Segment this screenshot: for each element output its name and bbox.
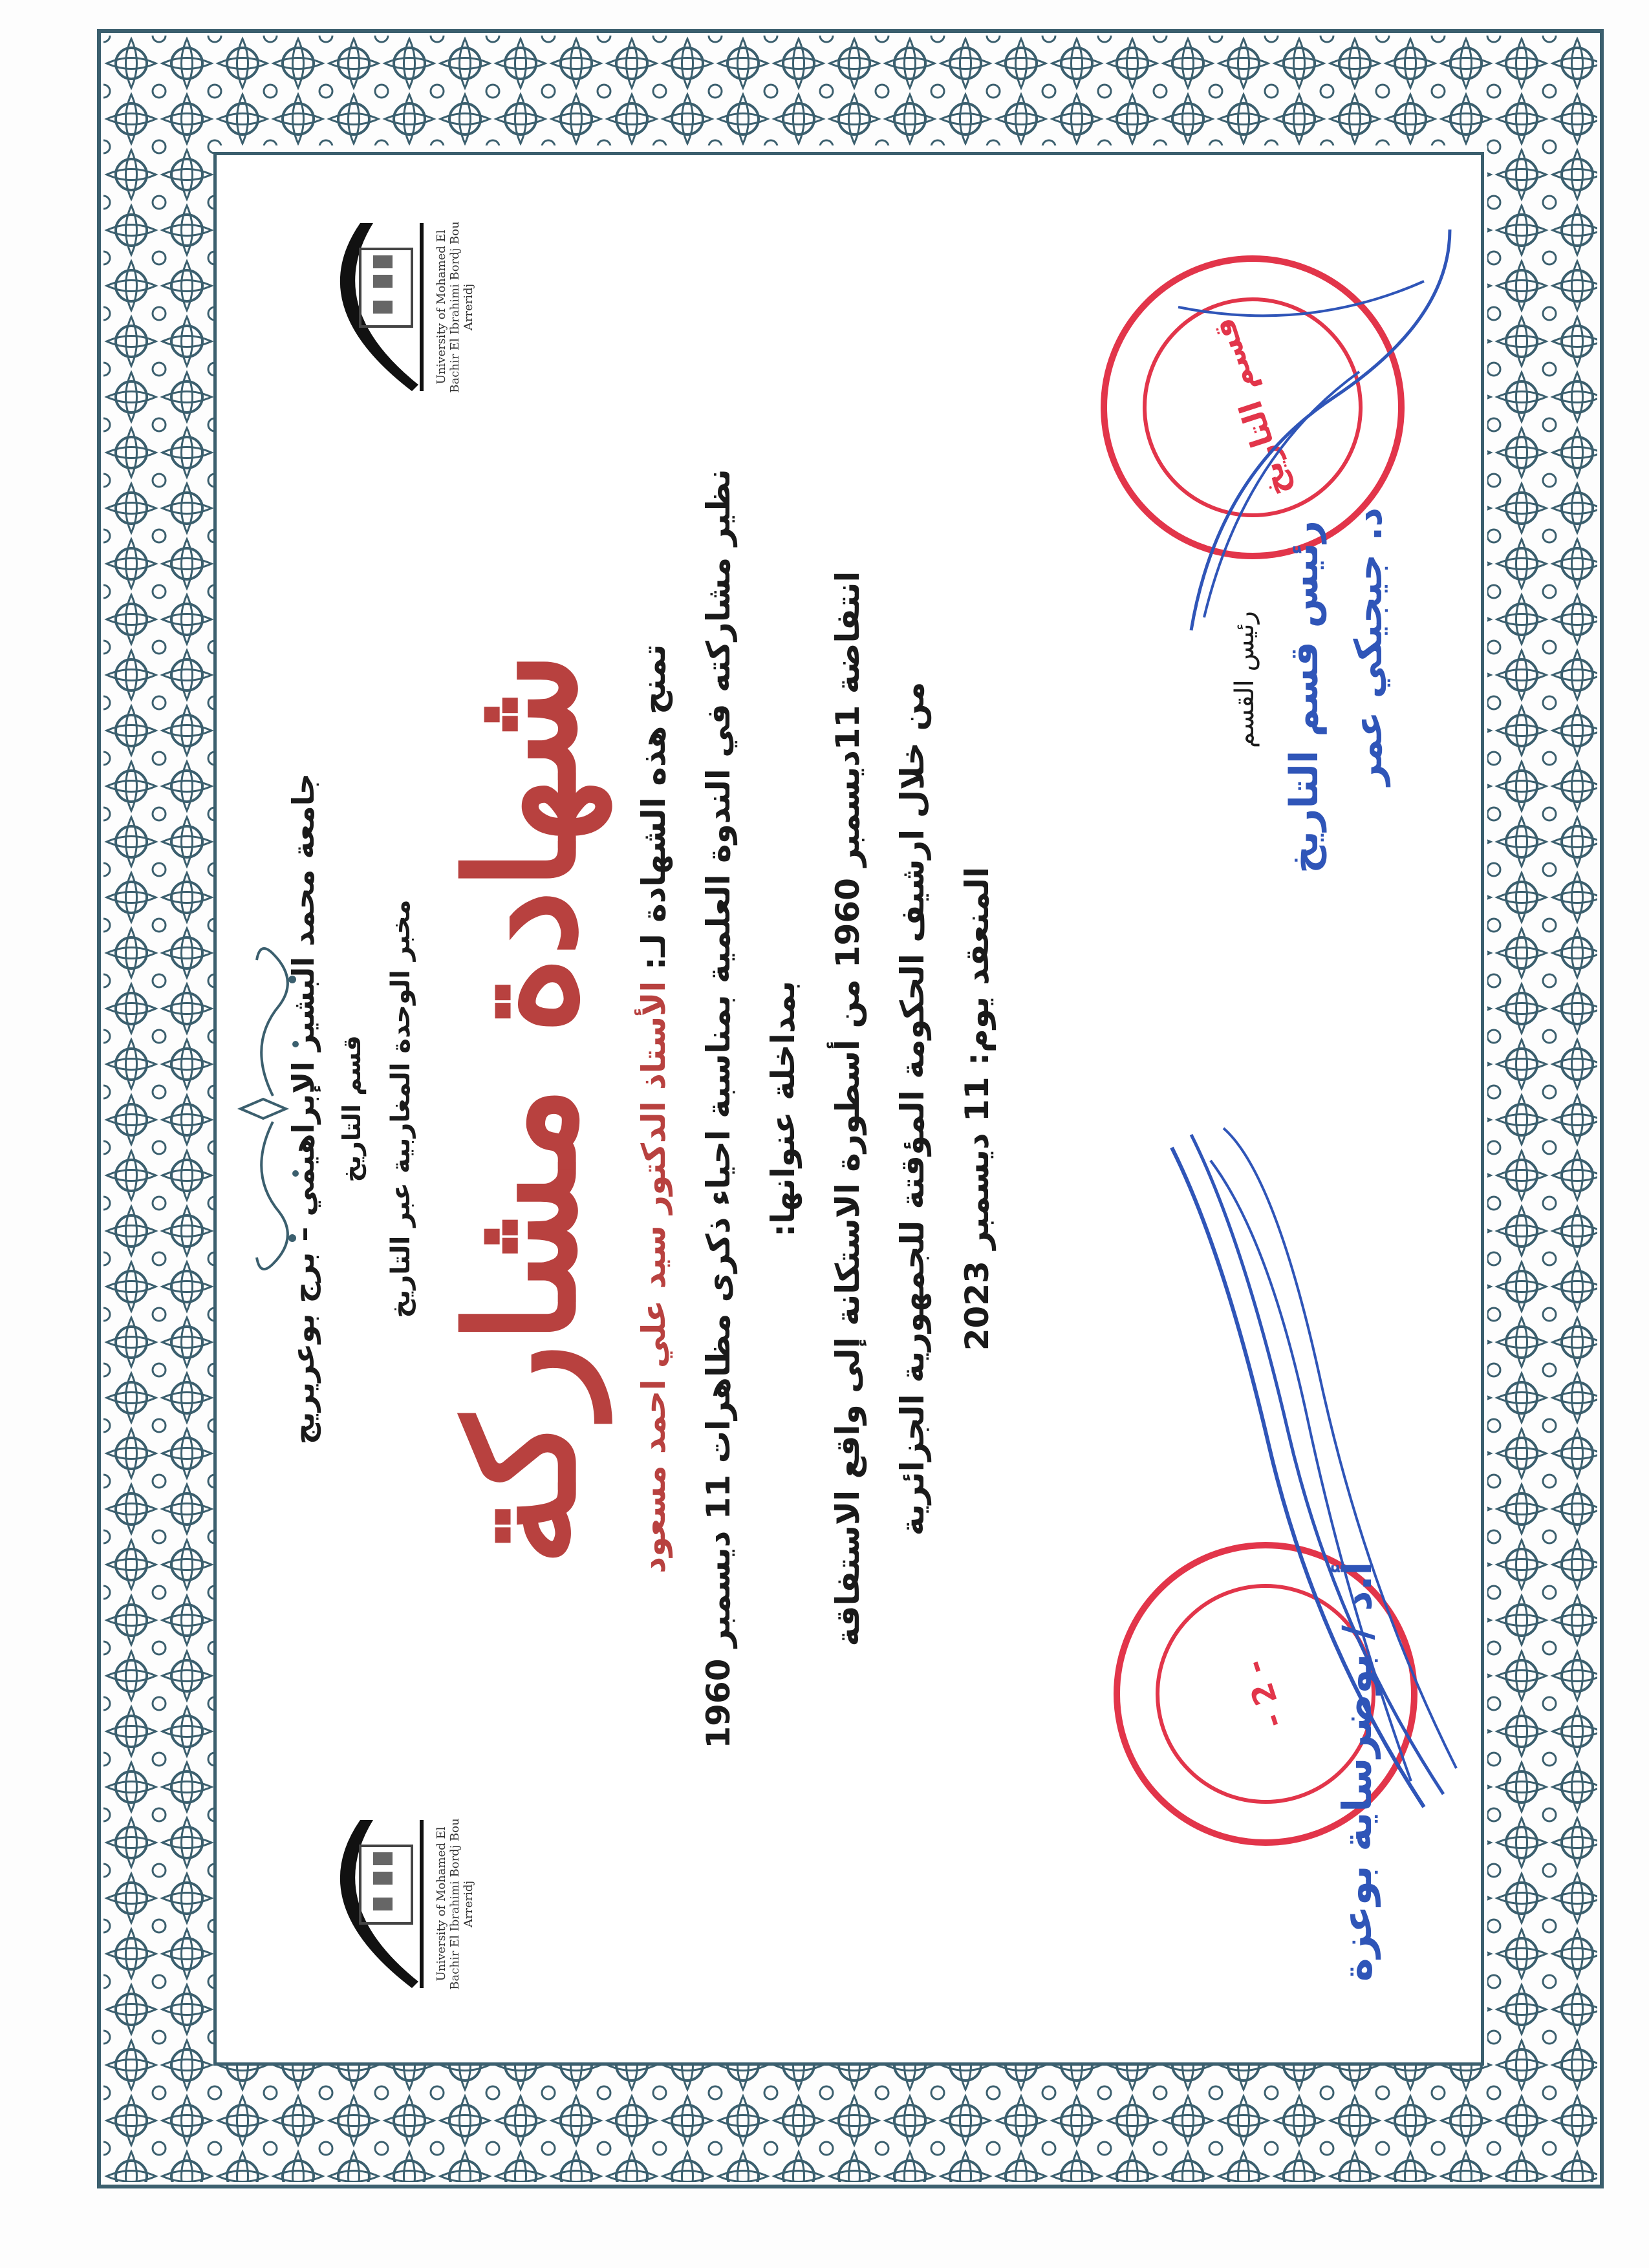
handwritten-signature-icon (1152, 1122, 1476, 1833)
presentation-title: انتفاضة 11ديسمبر 1960 من أسطورة الاستكانة إلى واقع الاستفاقة (829, 571, 867, 1647)
head-of-department-name: د. جيجيكي عمر (1346, 508, 1390, 786)
university-name: جامعة محمد البشير الإبراهيمي – برج بوعريريج (286, 773, 321, 1445)
certificate-content (221, 158, 1479, 2059)
recipient-name: الأستاذ الدكتور سيد علي احمد مسعود (635, 981, 673, 1574)
head-of-department-stamp-text: رئيس قسم التاريخ (1282, 520, 1327, 873)
presentation-intro: بمداخلة عنوانها: (764, 980, 802, 1237)
director-name: أ.د / بوضرساية بوعزة (1333, 1561, 1381, 1982)
event-date: المنعقد يوم: 11 ديسمبر 2023 (958, 866, 996, 1351)
award-line (635, 158, 673, 2059)
logo-caption: University of Mohamed El Bachir El Ibrahimi Bordj Bou Arreridj (435, 221, 475, 393)
presentation-subtitle: من خلال ارشيف الحكومة المؤقتة للجمهورية الجزائرية (894, 681, 931, 1536)
stamp-text: - 2 - (1236, 1655, 1293, 1733)
laboratory-name: مخبر الوحدة المغاربية عبر التاريخ (386, 899, 416, 1318)
department-name: قسم التاريخ (338, 1035, 366, 1182)
certificate-title: شهادة مشاركة (435, 651, 609, 1567)
stamp-text: قسم التاريخ (1205, 313, 1297, 502)
head-of-department-label: رئيس القسم (1230, 611, 1260, 749)
logo-caption: University of Mohamed El Bachir El Ibrahimi Bordj Bou Arreridj (435, 1818, 475, 1990)
participation-line: نظير مشاركته في الندوة العلمية بمناسبة احياء ذكرى مظاهرات 11 ديسمبر 1960 (700, 469, 737, 1749)
award-prefix: تمنح هذه الشهادة لـ: (635, 644, 673, 970)
handwritten-signature-icon (1139, 217, 1463, 669)
